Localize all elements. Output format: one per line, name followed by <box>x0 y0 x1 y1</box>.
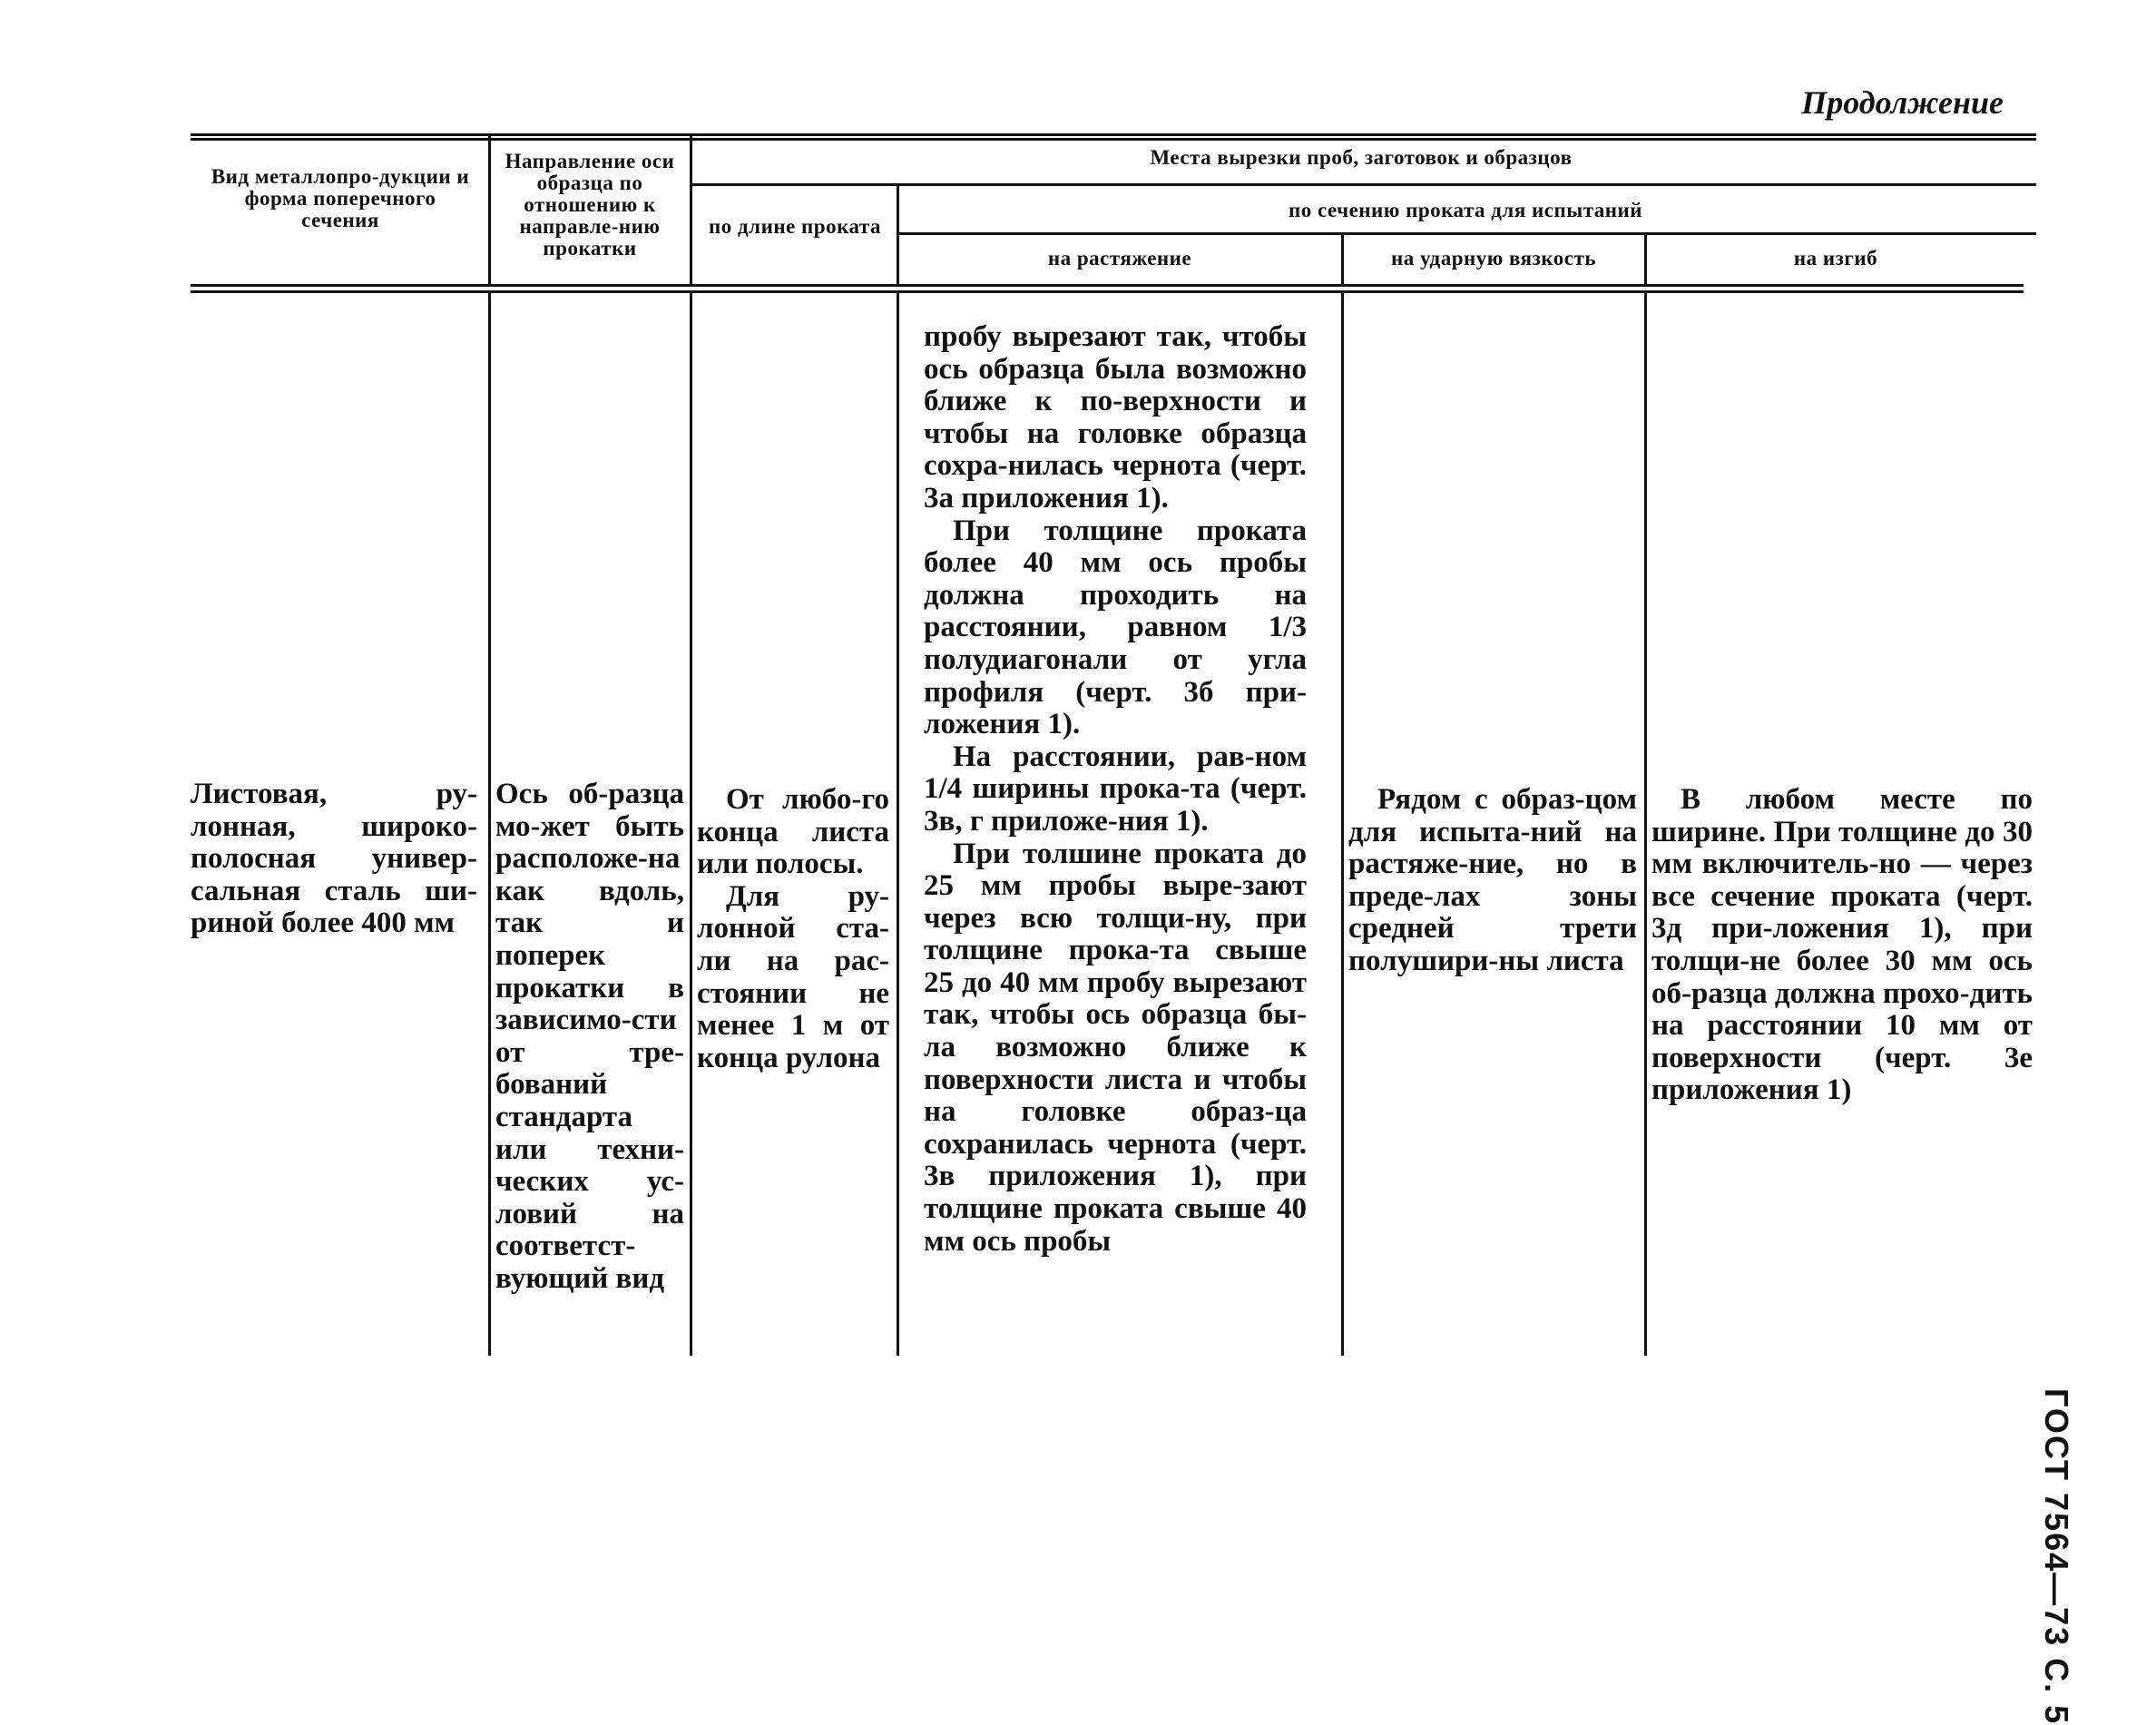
header-bend: на изгиб <box>1793 247 1878 270</box>
header-rule-section <box>898 232 2036 235</box>
col-divider-4-head <box>1341 234 1344 286</box>
header-by-section: по сечению проката для испытаний <box>1288 199 1643 221</box>
col-divider-2-head <box>690 136 692 286</box>
col-divider-3 <box>897 292 899 1356</box>
cell-by-length <box>697 784 889 1074</box>
tension-paragraph-1: пробу вырезают так, чтобы ось образца была возможно ближе к по-верхности и чтобы на головке образца сохра-нилась чернота (черт. 3а приложения 1). <box>924 320 1307 515</box>
col-divider-4 <box>1341 292 1344 1356</box>
cell-tension <box>924 321 1307 1258</box>
header-impact: на ударную вязкость <box>1391 247 1596 270</box>
length-paragraph-1: От любо-го конца листа или полосы. <box>697 783 889 881</box>
col-divider-5-head <box>1644 234 1647 286</box>
table-top-rule-2 <box>191 138 2036 141</box>
tension-paragraph-2: При толщине проката более 40 мм ось пробы должна проходить на расстоянии, равном 1/3 полудиагонали от угла профиля (черт. 3б при-ложения 1). <box>924 514 1307 741</box>
cell-axis-direction: Ось об-разца мо-жет быть расположе-на как вдоль, так и поперек прокатки в зависимо-сти от тре-бований стандарта или техни-ческих ус-ловий на соответст-вующий вид <box>495 778 684 1295</box>
header-bottom-rule-2 <box>191 290 2024 293</box>
cell-bend <box>1651 784 2033 1107</box>
header-bottom-rule <box>191 284 2024 287</box>
col-divider-1 <box>488 292 491 1356</box>
table-top-rule <box>191 133 2036 136</box>
length-paragraph-2: Для ру-лонной ста-ли на рас-стоянии не менее 1 м от конца рулона <box>697 879 889 1074</box>
cell-product-type: Листовая, ру-лонная, широко-полосная универ-сальная сталь ши-риной более 400 мм <box>191 778 477 940</box>
impact-paragraph: Рядом с образ-цом для испыта-ний на растяже-ние, но в преде-лах зоны средней трети полушири-ны листа <box>1348 783 1637 977</box>
header-axis-direction: Направление оси образца по отношению к направле-нию прокатки <box>505 150 675 260</box>
header-cut-locations: Места вырезки проб, заготовок и образцов <box>1150 146 1573 169</box>
col-divider-3-head <box>897 186 899 286</box>
col-divider-5 <box>1644 292 1647 1356</box>
side-standard-label: ГОСТ 7564—73 С. 5 <box>2038 1388 2075 1725</box>
header-by-length: по длине проката <box>709 215 881 238</box>
cell-impact <box>1348 784 1637 978</box>
header-product-type: Вид металлопро-дукции и форма поперечного сечения <box>211 165 470 231</box>
header-rule-group <box>691 183 2036 186</box>
continuation-label: Продолжение <box>1801 84 2004 121</box>
col-divider-1-head <box>488 136 491 286</box>
bend-paragraph: В любом месте по ширине. При толщине до 30 мм включитель-но — через все сечение проката (черт. 3д при-ложения 1), при толщи-не более 30 мм ось об-разца должна прохо-дить на расстоянии 10 мм от поверхности (черт. 3е приложения 1) <box>1651 783 2033 1107</box>
tension-paragraph-4: При толшине проката до 25 мм пробы выре-зают через всю толщи-ну, при толщине прока-та свыше 25 до 40 мм пробу вырезают так, чтобы ось образца бы-ла возможно ближе к поверхности листа и чтобы на головке образ-ца сохранилась чернота (черт. 3в приложения 1), при толщине проката свыше 40 мм ось пробы <box>924 837 1307 1258</box>
col-divider-2 <box>690 292 692 1356</box>
header-tension: на растяжение <box>1047 247 1192 270</box>
tension-paragraph-3: На расстоянии, рав-ном 1/4 ширины прока-та (черт. 3в, г приложе-ния 1). <box>924 740 1307 838</box>
